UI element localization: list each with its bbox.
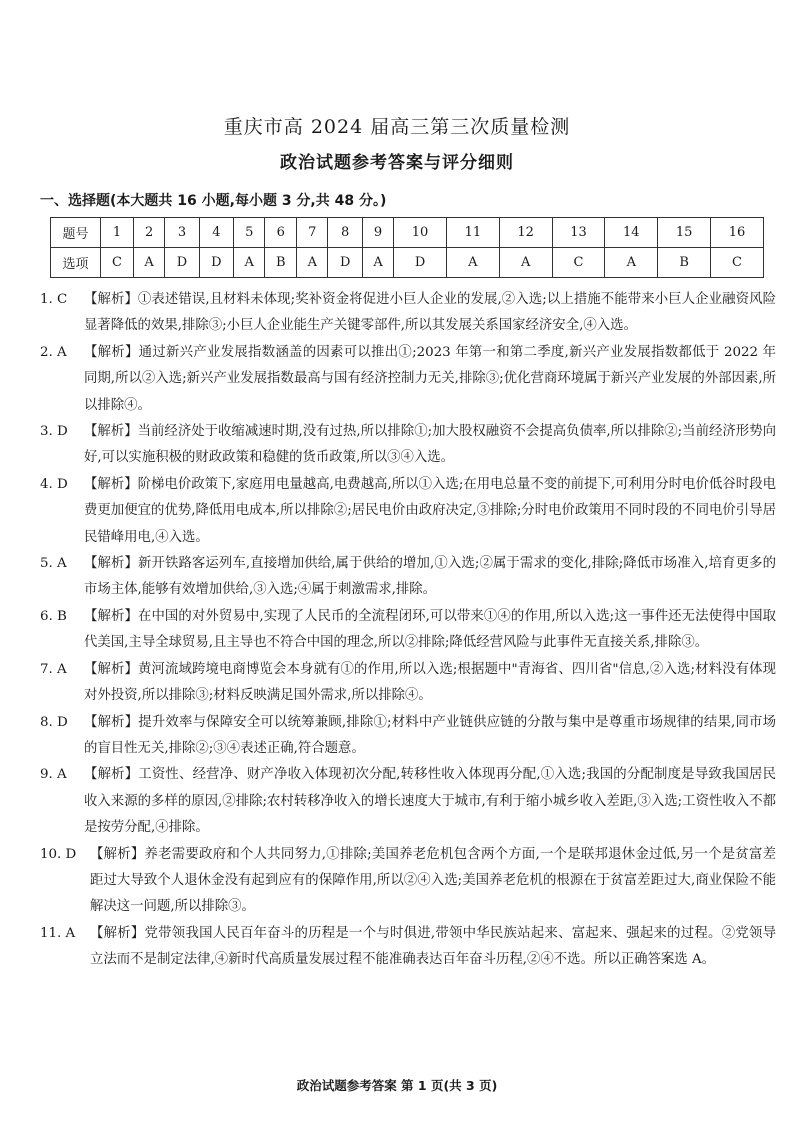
explanation-item [40,710,776,763]
item-number: 11. A [40,925,76,941]
question-number: 13 [552,218,605,248]
explanation-item [40,340,776,419]
question-number: 1 [101,218,134,248]
item-number: 4. D [40,476,68,492]
question-number: 6 [265,218,297,248]
answer-option: B [265,248,297,278]
item-number: 1. C [40,292,68,307]
explanation-item [40,287,776,340]
answer-option: A [234,248,265,278]
page-title: 重庆市高 2024 届高三第三次质量检测 [223,116,571,138]
item-text: 【解析】工资性、经营净、财产净收入体现初次分配,转移性收入体现再分配,①入选;我国的分配制度是导致我国居民收入来源的多样的原因,②排除;农村转移净收入的增长速度大于城市,有利于缩小城乡收入差距,③入选;工资性收入不都是按劳分配,④排除。 [84,767,776,836]
answer-option: A [297,248,328,278]
row-label-number: 题号 [51,218,101,248]
answer-option: A [362,248,393,278]
item-number: 9. A [40,767,67,783]
answer-option: D [199,248,233,278]
explanation-item [40,842,776,921]
page-footer: 政治试题参考答案 第 1 页(共 3 页) [296,1078,498,1093]
answer-option: D [165,248,199,278]
question-number: 12 [499,218,552,248]
answer-option: C [101,248,134,278]
item-text: 【解析】新开铁路客运列车,直接增加供给,属于供给的增加,①入选;②属于需求的变化,排除;降低市场准入,培育更多的市场主体,能够有效增加供给,③入选;④属于刺激需求,排除。 [84,556,776,598]
item-number: 7. A [40,661,67,677]
answer-option: B [658,248,711,278]
explanation-item [40,419,776,472]
question-number: 9 [362,218,393,248]
item-number: 8. D [40,714,68,730]
answer-option: C [552,248,605,278]
question-number: 14 [605,218,658,248]
answer-option: A [446,248,499,278]
item-text: 【解析】①表述错误,且材料未体现;奖补资金将促进小巨人企业的发展,②入选;以上措施不能带来小巨人企业融资风险显著降低的效果,排除③;小巨人企业能生产关键零部件,所以其发展关系国家经济安全,④入选。 [84,292,776,334]
item-text: 【解析】在中国的对外贸易中,实现了人民币的全流程闭环,可以带来①④的作用,所以入选;这一事件还无法使得中国取代美国,主导全球贸易,且主导也不符合中国的理念,所以②排除;降低经营风险与此事件无直接关系,排除③。 [84,608,776,651]
item-number: 6. B [40,608,67,624]
item-text: 【解析】提升效率与保障安全可以统筹兼顾,排除①;材料中产业链供应链的分散与集中是尊重市场规律的结果,同市场的盲目性无关,排除②;③④表述正确,符合题意。 [84,714,776,756]
item-text: 【解析】通过新兴产业发展指数涵盖的因素可以推出①;2023 年第一和第二季度,新兴产业发展指数都低于 2022 年同期,所以②入选;新兴产业发展指数最高与国有经济控制力无关,排除③;优化营商环境属于新兴产业发展的外部因素,所以排除④。 [84,344,776,413]
answer-table [50,217,764,278]
question-number: 10 [394,218,447,248]
answer-option: C [711,248,764,278]
item-text: 【解析】黄河流域跨境电商博览会本身就有①的作用,所以入选;根据题中"青海省、四川省"信息,②入选;材料没有体现对外投资,所以排除③;材料反映满足国外需求,所以排除④。 [84,661,776,704]
question-number: 15 [658,218,711,248]
question-number: 11 [446,218,499,248]
answer-option: D [328,248,362,278]
item-text: 【解析】党带领我国人民百年奋斗的历程是一个与时俱进,带领中华民族站起来、富起来、强起来的过程。②党领导立法而不是制定法律,④新时代高质量发展过程不能准确表达百年奋斗历程,②④不选。所以正确答案选 A。 [90,925,776,968]
question-number: 5 [234,218,265,248]
explanation-item [40,921,776,974]
answer-option: D [394,248,447,278]
question-number: 3 [165,218,199,248]
item-text: 【解析】养老需要政府和个人共同努力,①排除;美国养老危机包含两个方面,一个是联邦退休金过低,另一个是贫富差距过大导致个人退休金没有起到应有的保障作用,所以②④入选;美国养老危机的根源在于贫富差距过大,商业保险不能解决这一问题,所以排除③。 [90,846,776,915]
item-text: 【解析】当前经济处于收缩减速时期,没有过热,所以排除①;加大股权融资不会提高负债率,所以排除②;当前经济形势向好,可以实施积极的财政政策和稳健的货币政策,所以③④入选。 [84,424,776,466]
explanation-item [40,551,776,604]
item-number: 3. D [40,424,68,440]
page-subtitle: 政治试题参考答案与评分细则 [280,153,514,173]
explanation-list [40,287,776,974]
explanation-item [40,657,776,710]
item-text: 【解析】阶梯电价政策下,家庭用电量越高,电费越高,所以①入选;在用电总量不变的前提下,可利用分时电价低谷时段电费更加便宜的优势,降低用电成本,所以排除②;居民电价由政府决定,③排除;分时电价政策用不同时段的不同电价引导居民错峰用电,④入选。 [84,476,776,545]
question-number: 8 [328,218,362,248]
explanation-item [40,762,776,841]
explanation-item [40,604,776,657]
item-number: 10. D [40,846,77,862]
question-number: 4 [199,218,233,248]
item-number: 5. A [40,556,67,572]
question-number-row [51,218,764,248]
answer-option: A [133,248,164,278]
answer-option: A [499,248,552,278]
answer-option: A [605,248,658,278]
question-number: 16 [711,218,764,248]
question-number: 7 [297,218,328,248]
row-label-option: 选项 [51,248,101,278]
question-number: 2 [133,218,164,248]
explanation-item [40,472,776,551]
section-heading: 一、选择题(本大题共 16 小题,每小题 3 分,共 48 分。) [40,193,387,209]
answer-option-row [51,248,764,278]
item-number: 2. A [40,344,67,360]
